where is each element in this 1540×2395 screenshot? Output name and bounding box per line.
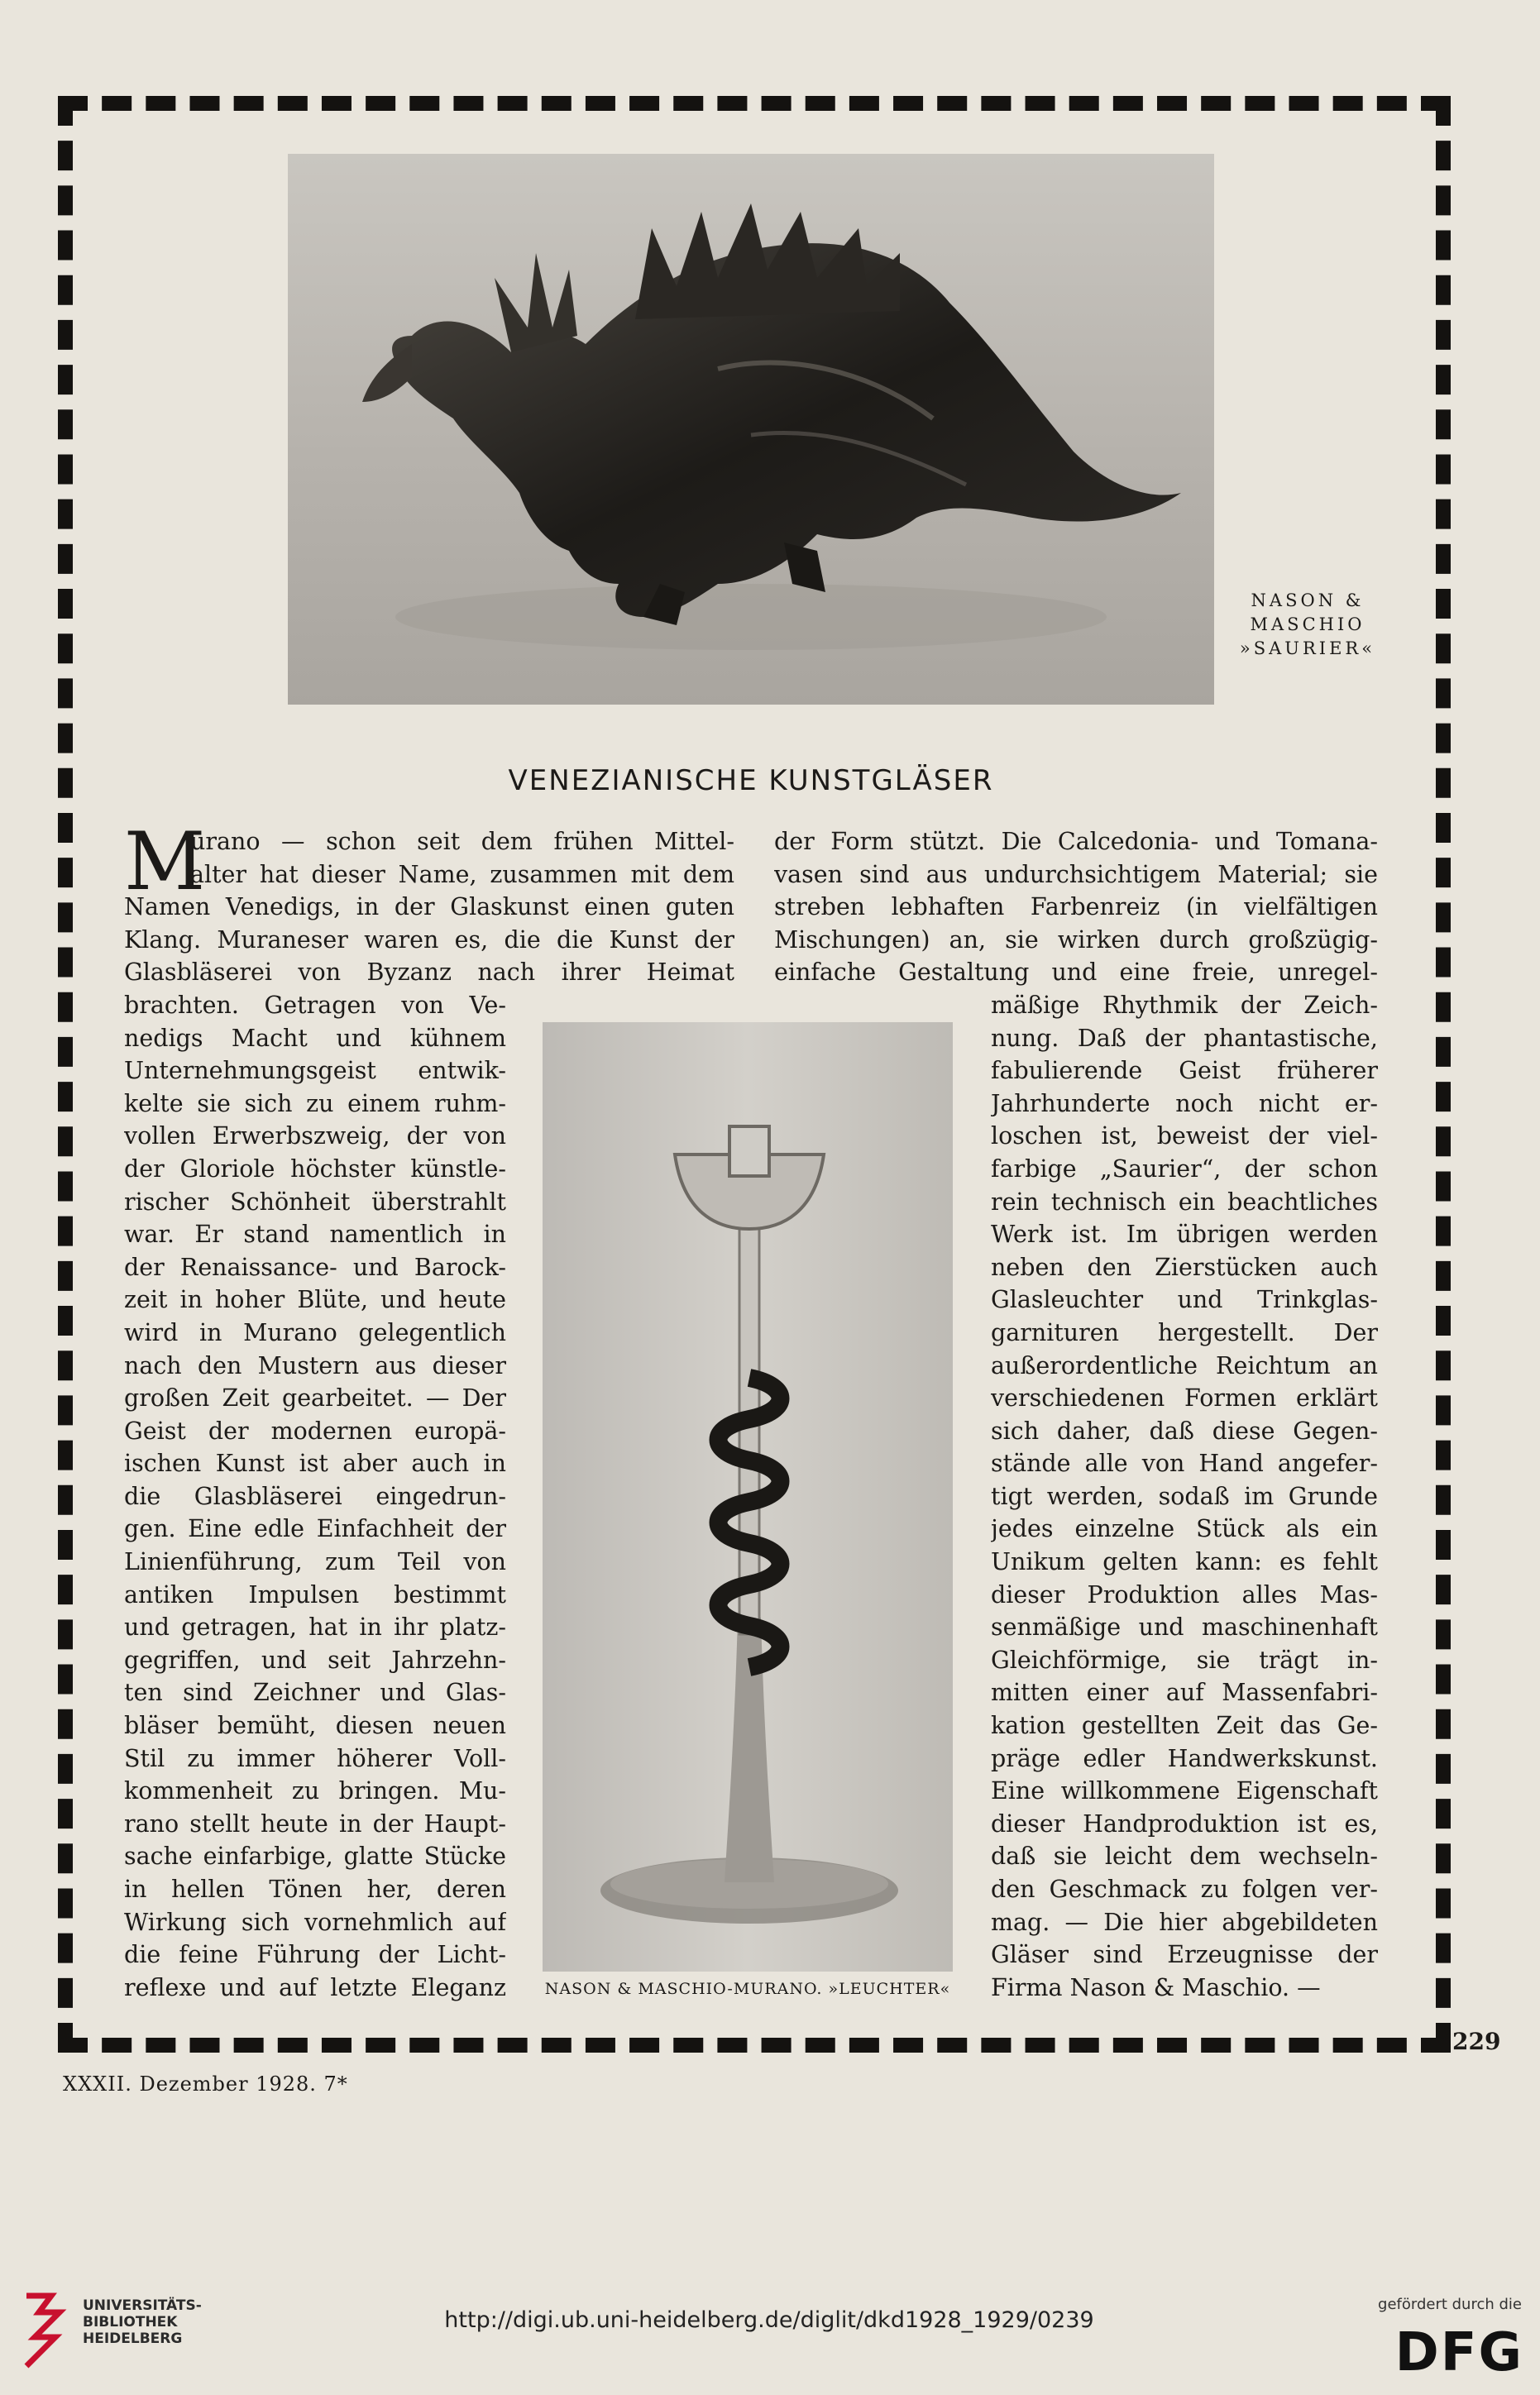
library-name-line: BIBLIOTHEK [83, 2314, 178, 2330]
text-line: Firma Nason & Maschio. — [991, 1973, 1321, 2001]
text-line: der Gloriole höchster künstle- [124, 1154, 506, 1183]
text-line: Unikum gelten kann: es fehlt [991, 1548, 1378, 1576]
text-line: in hellen Tönen her, deren [124, 1876, 506, 1903]
article-title: VENEZIANISCHE KUNSTGLÄSER [508, 764, 994, 797]
text-line: der Form stützt. Die Calcedonia- und Tomana- [774, 828, 1378, 855]
dragon-photo [288, 154, 1214, 705]
text-line: garnituren hergestellt. Der [991, 1318, 1378, 1346]
text-line: streben lebhaften Farbenreiz (in vielfältigen [774, 893, 1378, 921]
right-column [774, 825, 1378, 2004]
text-line: kation gestellten Zeit das Ge- [991, 1712, 1378, 1740]
text-line: stände alle von Hand angefer- [991, 1450, 1378, 1478]
text-line: kelte sie sich zu einem ruhm- [124, 1089, 506, 1117]
drop-cap: M [124, 815, 206, 908]
text-line: Glasleuchter und Trinkglas- [991, 1286, 1378, 1314]
text-line: und getragen, hat in ihr platz- [124, 1613, 506, 1642]
text-line: Werk ist. Im übrigen werden [991, 1221, 1378, 1249]
ub-heidelberg-logo-icon[interactable] [18, 2287, 69, 2370]
text-line: sich daher, daß diese Gegen- [991, 1417, 1378, 1445]
text-line: ten sind Zeichner und Glas- [124, 1679, 506, 1707]
text-line: die feine Führung der Licht- [124, 1941, 506, 1969]
text-line: gegriffen, und seit Jahrzehn- [124, 1646, 506, 1674]
text-line: alter hat dieser Name, zusammen mit dem [190, 860, 734, 888]
dragon-glass-figure [288, 154, 1214, 705]
text-line: Namen Venedigs, in der Glaskunst einen guten [124, 893, 734, 921]
text-line: brachten. Getragen von Ve- [124, 991, 506, 1019]
text-line: der Renaissance- und Barock- [124, 1253, 506, 1281]
text-line: farbige „Saurier“, der schon [991, 1154, 1378, 1183]
text-line: Unternehmungsgeist entwik- [124, 1057, 506, 1085]
text-line: Glasbläserei von Byzanz nach ihrer Heimat [124, 958, 734, 987]
text-line: Mischungen) an, sie wirken durch großzügig- [774, 925, 1378, 954]
text-line: antiken Impulsen bestimmt [124, 1580, 506, 1609]
text-line: tigt werden, sodaß im Grunde [991, 1482, 1378, 1510]
text-line: mitten einer auf Massenfabri- [991, 1679, 1378, 1707]
text-line: mag. — Die hier abgebildeten [991, 1908, 1378, 1936]
text-line: Linienführung, zum Teil von [124, 1548, 506, 1576]
text-line: rein technisch ein beachtliches [991, 1188, 1378, 1216]
text-line: ischen Kunst ist aber auch in [124, 1450, 506, 1478]
text-line: rischer Schönheit überstrahlt [124, 1188, 506, 1216]
library-name-line: HEIDELBERG [83, 2330, 183, 2347]
text-line: bläser bemüht, diesen neuen [124, 1712, 506, 1740]
text-line: Wirkung sich vornehmlich auf [124, 1908, 506, 1936]
text-line: rano stellt heute in der Haupt- [124, 1809, 506, 1838]
text-line: nach den Mustern aus dieser [124, 1351, 506, 1379]
text-line: Gläser sind Erzeugnisse der [991, 1941, 1378, 1969]
library-name-line: UNIVERSITÄTS- [83, 2297, 202, 2314]
text-line: senmäßige und maschinenhaft [991, 1613, 1378, 1642]
page-number: 229 [1452, 2028, 1501, 2055]
text-line: kommenheit zu bringen. Mu- [124, 1777, 506, 1805]
text-line: großen Zeit gearbeitet. — Der [124, 1384, 506, 1413]
text-line: verschiedenen Formen erklärt [991, 1384, 1378, 1413]
text-line: Gleichförmige, sie trägt in- [991, 1646, 1378, 1674]
text-line: urano — schon seit dem frühen Mittel- [190, 828, 734, 855]
text-line: den Geschmack zu folgen ver- [991, 1876, 1378, 1903]
text-line: präge edler Handwerkskunst. [991, 1744, 1378, 1772]
text-line: die Glasbläserei eingedrun- [124, 1482, 506, 1510]
dfg-logo[interactable]: DFG [1394, 2322, 1523, 2383]
text-line: Eine willkommene Eigenschaft [991, 1777, 1378, 1805]
dragon-caption [1237, 589, 1378, 661]
permalink-url[interactable]: http://digi.ub.uni-heidelberg.de/diglit/dkd1928_1929/0239 [444, 2307, 1094, 2333]
text-line: jedes einzelne Stück als ein [991, 1515, 1378, 1543]
text-line: einfache Gestaltung und eine freie, unregel- [774, 958, 1378, 987]
text-line: loschen ist, beweist der viel- [991, 1122, 1378, 1150]
text-line: vollen Erwerbszweig, der von [124, 1122, 506, 1150]
text-line: sache einfarbige, glatte Stücke [124, 1843, 506, 1871]
text-line: gen. Eine edle Einfachheit der [124, 1515, 506, 1543]
text-line: reflexe und auf letzte Eleganz [124, 1973, 506, 2001]
text-line: Geist der modernen europä- [124, 1417, 506, 1445]
text-line: fabulierende Geist früherer [991, 1057, 1378, 1085]
text-line: außerordentliche Reichtum an [991, 1351, 1378, 1379]
issue-footer: XXXII. Dezember 1928. 7* [63, 2072, 348, 2096]
text-line: Stil zu immer höherer Voll- [124, 1744, 506, 1772]
funding-text: gefördert durch die [1378, 2296, 1522, 2313]
text-line: dieser Produktion alles Mas- [991, 1580, 1378, 1609]
text-line: nedigs Macht und kühnem [124, 1024, 506, 1052]
dragon-caption-line: MASCHIO [1250, 614, 1365, 634]
text-line: nung. Daß der phantastische, [991, 1024, 1378, 1052]
text-line: wird in Murano gelegentlich [124, 1318, 506, 1346]
text-line: Klang. Muraneser waren es, die die Kunst der [124, 925, 734, 954]
dragon-caption-line: NASON & [1251, 590, 1365, 610]
text-line: zeit in hoher Blüte, und heute [124, 1286, 506, 1314]
text-line: vasen sind aus undurchsichtigem Material; sie [774, 860, 1378, 888]
text-line: mäßige Rhythmik der Zeich- [991, 991, 1378, 1019]
text-line: daß sie leicht dem wechseln- [991, 1843, 1378, 1871]
library-name[interactable] [83, 2297, 202, 2347]
text-line: dieser Handproduktion ist es, [991, 1809, 1378, 1838]
text-line: Jahrhunderte noch nicht er- [991, 1089, 1378, 1117]
candlestick-caption: NASON & MASCHIO-MURANO. »LEUCHTER« [544, 1980, 951, 1998]
text-line: neben den Zierstücken auch [991, 1253, 1378, 1281]
dragon-caption-line: »SAURIER« [1239, 638, 1376, 658]
text-line: war. Er stand namentlich in [124, 1221, 506, 1249]
